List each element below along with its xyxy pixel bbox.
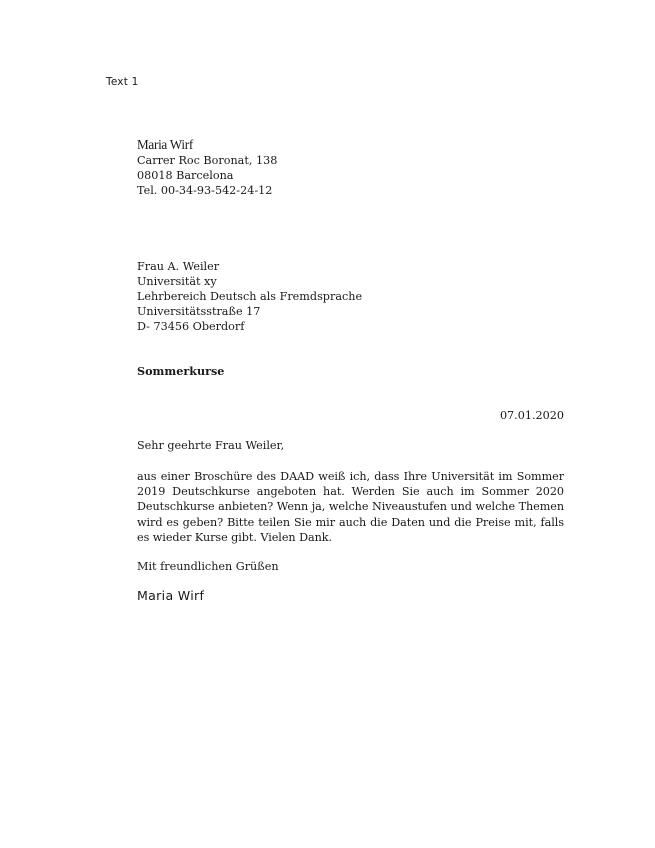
page-label: Text 1 xyxy=(106,76,139,88)
recipient-department: Lehrbereich Deutsch als Fremdsprache xyxy=(137,290,363,303)
sender-name: Maria Wirf xyxy=(137,137,193,152)
sender-city: 08018 Barcelona xyxy=(137,169,234,182)
recipient-university: Universität xy xyxy=(137,275,217,288)
sender-phone: Tel. 00-34-93-542-24-12 xyxy=(137,184,273,197)
recipient-address xyxy=(137,259,564,334)
sender-address xyxy=(137,137,564,198)
letter-greeting: Sehr geehrte Frau Weiler, xyxy=(137,439,285,452)
letter-body: aus einer Broschüre des DAAD weiß ich, dass Ihre Universität im Sommer 2019 Deutschkurse angeboten hat. Werden Sie auch im Sommer 2020 Deutschkurse anbieten? Wenn ja, welche Niveaustufen und welche Themen wird es geben? Bitte teilen Sie mir auch die Daten und die Preise mit, falls es wieder Kurse gibt. Vielen Dank. xyxy=(137,470,564,544)
letter-closing: Mit freundlichen Grüßen xyxy=(137,560,279,573)
recipient-city: D- 73456 Oberdorf xyxy=(137,320,245,333)
letter-signature: Maria Wirf xyxy=(137,588,205,603)
letter-subject: Sommerkurse xyxy=(137,364,225,378)
letter-date: 07.01.2020 xyxy=(499,409,564,422)
recipient-name: Frau A. Weiler xyxy=(137,260,220,273)
sender-street: Carrer Roc Boronat, 138 xyxy=(137,154,278,167)
recipient-street: Universitätsstraße 17 xyxy=(137,305,261,318)
